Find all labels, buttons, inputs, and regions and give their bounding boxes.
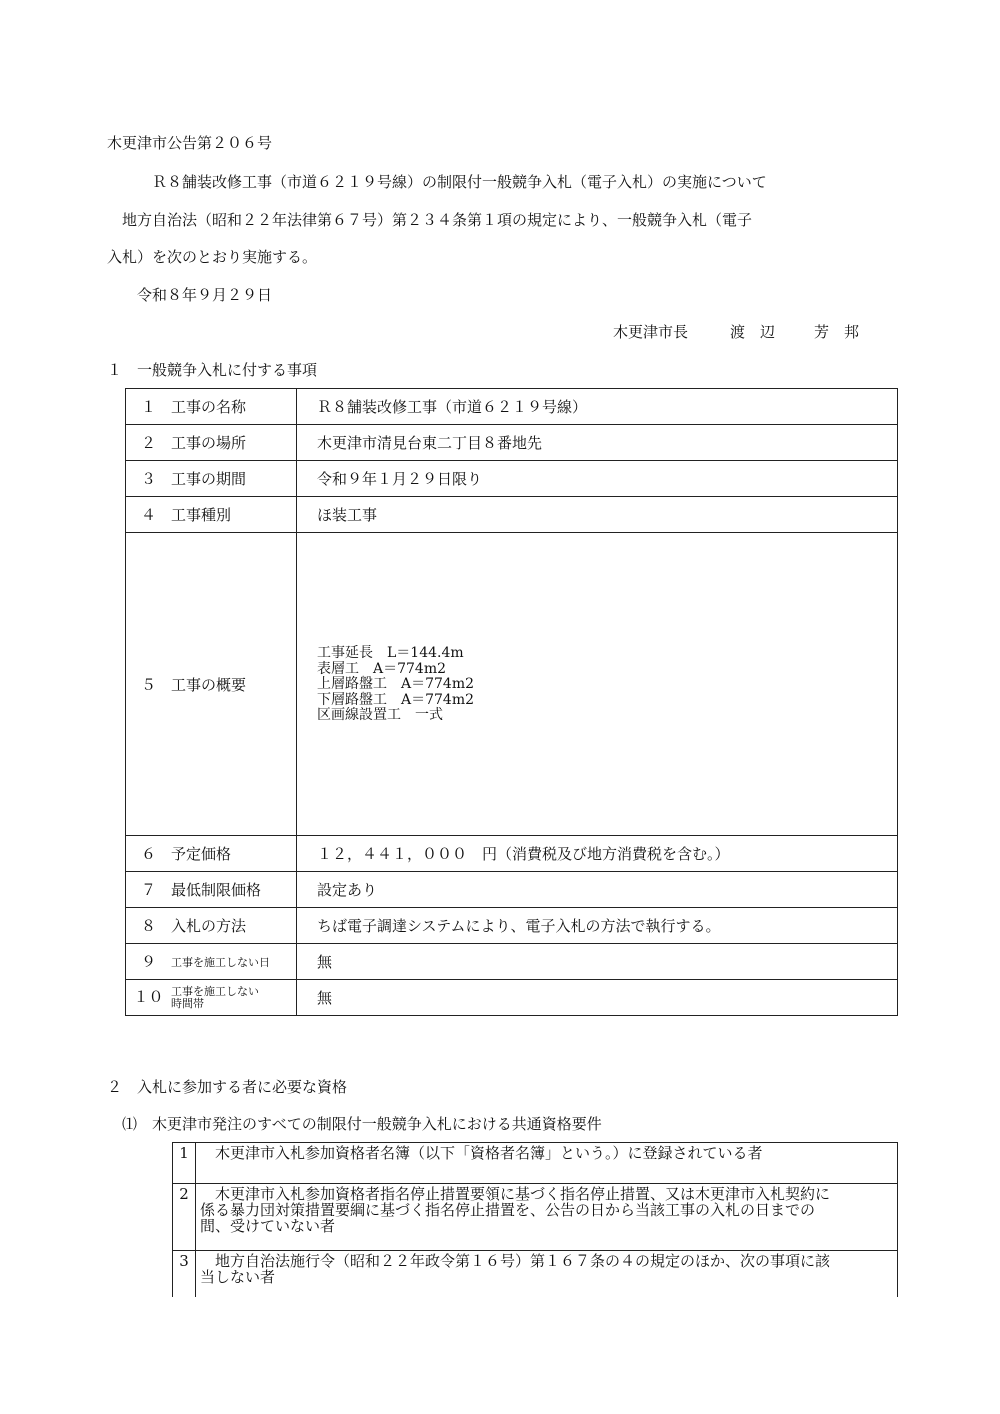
item-label: 工事種別	[171, 506, 232, 524]
item-value	[297, 533, 898, 836]
item-number: ７	[140, 881, 156, 899]
requirement-text: 木更津市入札参加資格者指名停止措置要領に基づく指名停止措置、又は木更津市入札契約に 係る暴力団対策措置要綱に基づく指名停止措置を、公告の日から当該工事の入札の日までの 間、受けていない者	[196, 1184, 898, 1251]
table-row	[173, 1251, 898, 1298]
bid-items-table	[125, 388, 898, 1016]
item-number: １０	[133, 987, 164, 1006]
item-number: ６	[140, 845, 156, 863]
overview-line: 下層路盤工 A＝774m2	[317, 691, 475, 708]
requirement-number: 2	[173, 1184, 196, 1251]
item-value: Ｒ８舗装改修工事（市道６２１９号線）	[297, 389, 898, 425]
requirement-text: 地方自治法施行令（昭和２２年政令第１６号）第１６７条の４の規定のほか、次の事項に該 当しない者	[196, 1251, 898, 1298]
table-row	[173, 1143, 898, 1184]
table-row	[126, 908, 898, 944]
item-number: ９	[140, 953, 156, 971]
table-row	[126, 944, 898, 980]
item-label: 最低制限価格	[171, 881, 262, 899]
item-label: 工事の概要	[171, 675, 247, 694]
item-label: 入札の方法	[171, 917, 247, 935]
table-row	[126, 872, 898, 908]
notice-title: Ｒ８舗装改修工事（市道６２１９号線）の制限付一般競争入札（電子入札）の実施について	[152, 173, 767, 191]
signatory-title: 木更津市長	[613, 323, 689, 341]
overview-line: 上層路盤工 A＝774m2	[317, 676, 475, 693]
requirement-number: 1	[173, 1143, 196, 1184]
overview-list	[317, 644, 897, 724]
item-label: 工事を施工しない日	[171, 956, 270, 969]
table-row	[173, 1184, 898, 1251]
notice-number: 木更津市公告第２０６号	[107, 134, 273, 152]
overview-line: 表層工 A＝774m2	[317, 660, 447, 677]
item-number: ３	[140, 470, 156, 488]
overview-line: 区画線設置工 一式	[317, 707, 443, 724]
requirements-table	[172, 1142, 898, 1297]
item-value: 無	[297, 980, 898, 1016]
table-row	[126, 533, 898, 836]
notice-date: 令和８年９月２９日	[137, 286, 273, 304]
signatory-given-name: 芳 邦	[814, 323, 860, 341]
item-value: 無	[297, 944, 898, 980]
table-row	[126, 836, 898, 872]
item-label: 工事の期間	[171, 470, 247, 488]
item-label: 工事の名称	[171, 398, 247, 416]
item-value: 令和９年１月２９日限り	[297, 461, 898, 497]
overview-line: 工事延長 L＝144.4m	[317, 645, 464, 662]
section1-heading: １ 一般競争入札に付する事項	[107, 361, 318, 379]
item-number: ８	[140, 917, 156, 935]
item-label: 工事の場所	[171, 434, 247, 452]
item-label: 工事を施工しない 時間帯	[171, 984, 259, 1010]
requirement-text: 木更津市入札参加資格者名簿（以下「資格者名簿」という。）に登録されている者	[196, 1143, 898, 1184]
item-value: 設定あり	[297, 872, 898, 908]
item-label: 予定価格	[171, 845, 232, 863]
signatory-family-name: 渡 辺	[730, 323, 776, 341]
item-number: ４	[140, 506, 156, 524]
table-row	[126, 389, 898, 425]
item-value: 木更津市清見台東二丁目８番地先	[297, 425, 898, 461]
item-value: ちば電子調達システムにより、電子入札の方法で執行する。	[297, 908, 898, 944]
intro-line-1: 地方自治法（昭和２２年法律第６７号）第２３４条第１項の規定により、一般競争入札（電子	[122, 211, 753, 229]
item-value: ほ装工事	[297, 497, 898, 533]
section2-heading: ２ 入札に参加する者に必要な資格	[107, 1078, 348, 1096]
item-number: ５	[140, 675, 156, 694]
intro-line-2: 入札）を次のとおり実施する。	[107, 248, 318, 266]
requirement-number: 3	[173, 1251, 196, 1298]
item-number: ２	[140, 434, 156, 452]
table-row	[126, 497, 898, 533]
item-number: １	[140, 398, 156, 416]
table-row	[126, 980, 898, 1016]
table-row	[126, 425, 898, 461]
table-row	[126, 461, 898, 497]
subsection1-heading: ⑴ 木更津市発注のすべての制限付一般競争入札における共通資格要件	[122, 1115, 602, 1133]
item-value: １２，４４１，０００ 円（消費税及び地方消費税を含む。）	[297, 836, 898, 872]
